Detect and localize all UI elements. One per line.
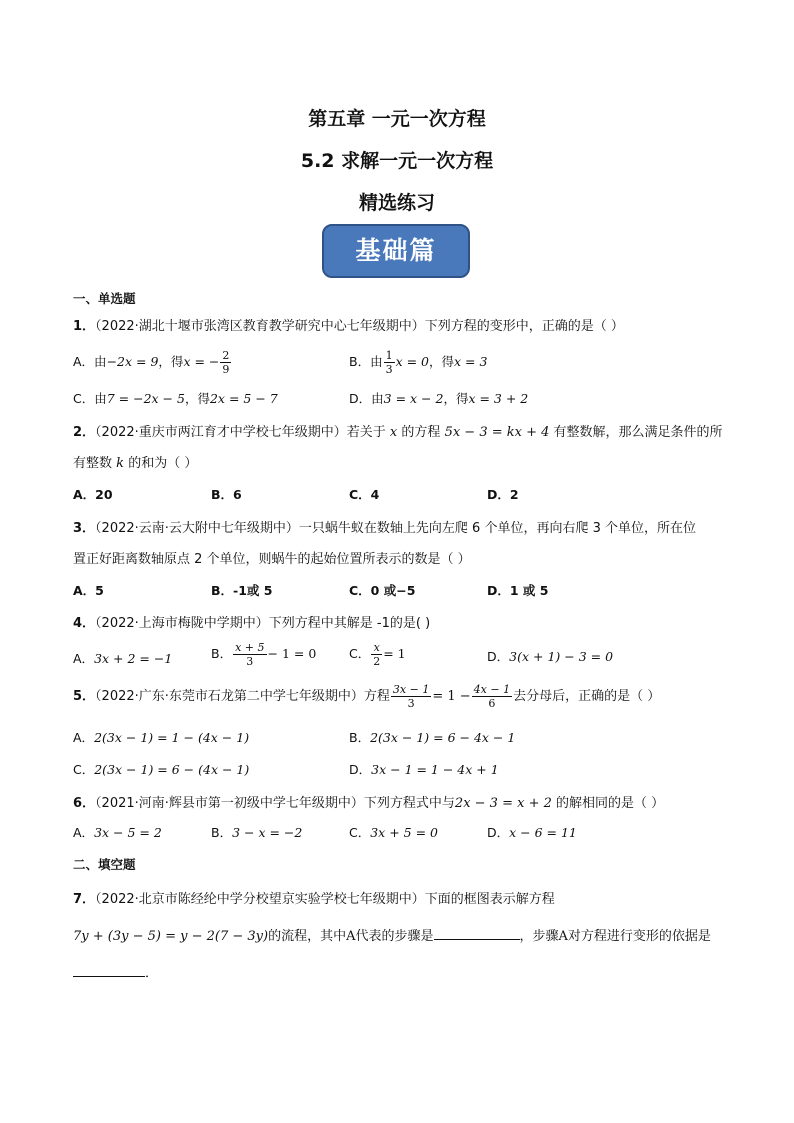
q6-option-d: D．x − 6 = 11 (487, 825, 577, 840)
question-3-line-2: 置正好距离数轴原点 2 个单位，则蜗牛的起始位置所表示的数是（ ） (73, 552, 471, 567)
q6-option-c: C．3x + 5 = 0 (349, 825, 438, 840)
question-6: 6．（2021·河南·辉县市第一初级中学七年级期中）下列方程式中与2x − 3 = x + 2 的解相同的是（ ） (73, 796, 665, 811)
q4-option-d: D．3(x + 1) − 3 = 0 (487, 649, 614, 664)
section-heading-fill-blank: 二、填空题 (73, 857, 136, 872)
question-1: 1．（2022·湖北十堰市张湾区教育教学研究中心七年级期中）下列方程的变形中，正确的是（ ） (73, 319, 624, 334)
subtitle: 精选练习 (358, 192, 435, 214)
q4-option-c: C． $\frac{x}{2}$ = 1 (349, 641, 406, 668)
q5-option-d: D．3x − 1 = 1 − 4x + 1 (349, 762, 499, 777)
question-5: 5．（2022·广东·东莞市石龙第二中学七年级期中）方程 $\frac{3x - 1}{3}$ = 1 − $\frac{4x - 1}{6}$ 去分母后，正确的是（ ） (73, 683, 661, 710)
q3-option-b: B．-1或 5 (211, 583, 273, 598)
q5-option-a: A．2(3x − 1) = 1 − (4x − 1) (73, 730, 250, 745)
question-7-line-1: 7．（2022·北京市陈经纶中学分校望京实验学校七年级期中）下面的框图表示解方程 (73, 892, 555, 907)
q2-option-b: B．6 (211, 487, 242, 502)
q1-option-d: D．由3 = x − 2，得x = 3 + 2 (349, 391, 529, 406)
section-title: 5.2 求解一元一次方程 (300, 150, 494, 172)
q4-option-b: B． $\frac{x + 5}{3}$ − 1 = 0 (211, 641, 317, 668)
q2-option-a: A．20 (73, 487, 113, 502)
answer-blank-basis[interactable] (73, 976, 145, 977)
question-2-line-2: 有整数 k 的和为（ ） (73, 456, 198, 471)
q1-option-a: A．由−2x = 9，得x = − $\frac{2}{9}$ (73, 349, 230, 376)
question-7-line-3: ． (73, 962, 158, 981)
q5-option-b: B．2(3x − 1) = 6 − 4x − 1 (349, 730, 516, 745)
q1-option-b: B．由 $\frac{1}{3}$ x = 0，得x = 3 (349, 349, 488, 376)
answer-blank-step[interactable] (434, 939, 520, 940)
q2-option-d: D．2 (487, 487, 519, 502)
q6-option-a: A．3x − 5 = 2 (73, 825, 162, 840)
q3-option-c: C．0 或−5 (349, 583, 416, 598)
q6-option-b: B．3 − x = −2 (211, 825, 303, 840)
q3-option-d: D．1 或 5 (487, 583, 549, 598)
q2-option-c: C．4 (349, 487, 380, 502)
section-heading-single-choice: 一、单选题 (73, 291, 136, 306)
q3-option-a: A．5 (73, 583, 104, 598)
question-7-line-2: 7y + (3y − 5) = y − 2(7 − 3y)的流程，其中A代表的步骤是 ，步骤A对方程进行变形的依据是 (73, 929, 711, 944)
question-4: 4．（2022·上海市梅陇中学期中）下列方程中其解是 -1的是( ) (73, 616, 431, 631)
q1-option-c: C．由7 = −2x − 5，得2x = 5 − 7 (73, 391, 278, 406)
chapter-title: 第五章 一元一次方程 (308, 108, 486, 130)
q5-option-c: C．2(3x − 1) = 6 − (4x − 1) (73, 762, 250, 777)
question-3-line-1: 3．（2022·云南·云大附中七年级期中）一只蜗牛蚁在数轴上先向左爬 6 个单位，再向右爬 3 个单位，所在位 (73, 521, 696, 536)
q4-option-a: A．3x + 2 = −1 (73, 651, 173, 666)
level-badge: 基础篇 (322, 224, 470, 278)
question-2-line-1: 2．（2022·重庆市两江育才中学校七年级期中）若关于 x 的方程 5x − 3 = kx + 4 有整数解，那么满足条件的所 (73, 425, 723, 440)
